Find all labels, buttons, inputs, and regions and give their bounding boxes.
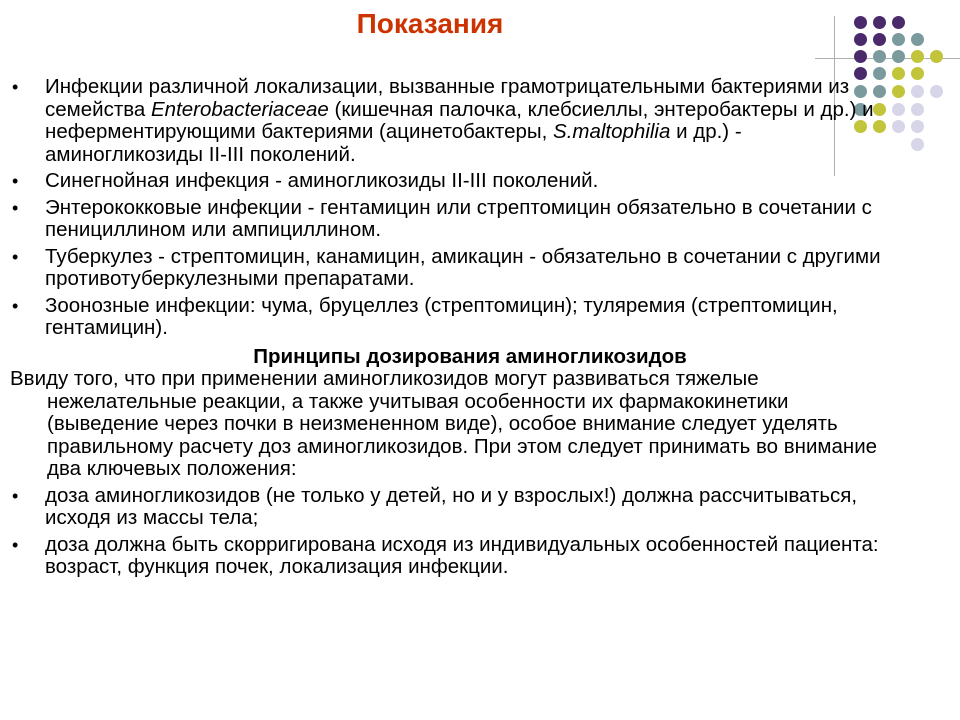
bullet-marker: •: [12, 246, 19, 267]
bullet-marker: •: [12, 197, 19, 218]
decor-dot: [892, 85, 905, 98]
decor-dot: [930, 85, 943, 98]
item-text: Зоонозные инфекции: чума, бруцеллез (стрептомицин); туляремия (стрептомицин, гентамицин).: [45, 293, 838, 339]
indication-item: [10, 76, 890, 166]
item-text: Инфекции различной локализации, вызванные грамотрицательными бактериями из семейства Enterobacteriaceae (кишечная палочка, клебсиеллы, энтеробактеры и др.) и неферментирующими бактериями (ацинетобактеры, S.maltophilia и др.) - аминогликозиды II-III поколений.: [45, 75, 874, 166]
decor-dot: [854, 33, 867, 46]
dosing-item: [10, 534, 890, 579]
indication-item: [10, 295, 890, 340]
decor-dot: [892, 120, 905, 133]
decor-dot: [911, 33, 924, 46]
item-text: доза должна быть скорригирована исходя из индивидуальных особенностей пациента: возраст, функция почек, локализация инфекции.: [45, 532, 879, 578]
italic-term: Enterobacteriaceae: [151, 97, 329, 121]
item-text: Синегнойная инфекция - аминогликозиды II-III поколений.: [45, 169, 599, 192]
dosing-paragraph: Ввиду того, что при применении аминогликозидов могут развиваться тяжелые нежелательные реакции, а также учитывая особенности их фармакокинетики (выведение через почки в неизмененном виде), особое внимание следует уделять правильному расчету доз аминогликозидов. При этом следует принимать во внимание два ключевых положения:: [10, 367, 878, 480]
bullet-marker: •: [12, 534, 19, 555]
decor-dot: [930, 50, 943, 63]
decor-dot: [892, 67, 905, 80]
decor-dot: [892, 103, 905, 116]
slide-content: [10, 76, 890, 583]
decor-dot: [911, 103, 924, 116]
item-text: Энтерококковые инфекции - гентамицин или стрептомицин обязательно в сочетании с пенициллином или ампициллином.: [45, 195, 872, 241]
italic-term: S.maltophilia: [553, 120, 671, 143]
decor-dot: [854, 50, 867, 63]
dosing-item: [10, 485, 890, 530]
decor-dot: [911, 120, 924, 133]
indication-item: [10, 170, 890, 193]
decor-dot: [911, 67, 924, 80]
indication-item: [10, 197, 890, 242]
decor-dot: [911, 138, 924, 151]
decor-dot: [873, 16, 886, 29]
bullet-marker: •: [12, 77, 19, 97]
bullet-marker: •: [12, 295, 19, 316]
decor-dot: [892, 33, 905, 46]
indication-item: [10, 246, 890, 291]
decor-dot: [873, 33, 886, 46]
decor-dot: [892, 16, 905, 29]
item-text: Туберкулез - стрептомицин, канамицин, амикацин - обязательно в сочетании с другими противотуберкулезными препаратами.: [45, 244, 881, 290]
bullet-marker: •: [12, 171, 19, 191]
bullet-marker: •: [12, 485, 19, 506]
item-text: доза аминогликозидов (не только у детей, но и у взрослых!) должна рассчитываться, исходя из массы тела;: [45, 483, 858, 529]
slide-title: Показания: [356, 8, 504, 39]
decor-dot: [873, 50, 886, 63]
section-subheading: Принципы дозирования аминогликозидов: [253, 344, 687, 368]
decor-dot: [892, 50, 905, 63]
decor-dot: [911, 50, 924, 63]
decor-dot: [911, 85, 924, 98]
decor-dot: [854, 16, 867, 29]
